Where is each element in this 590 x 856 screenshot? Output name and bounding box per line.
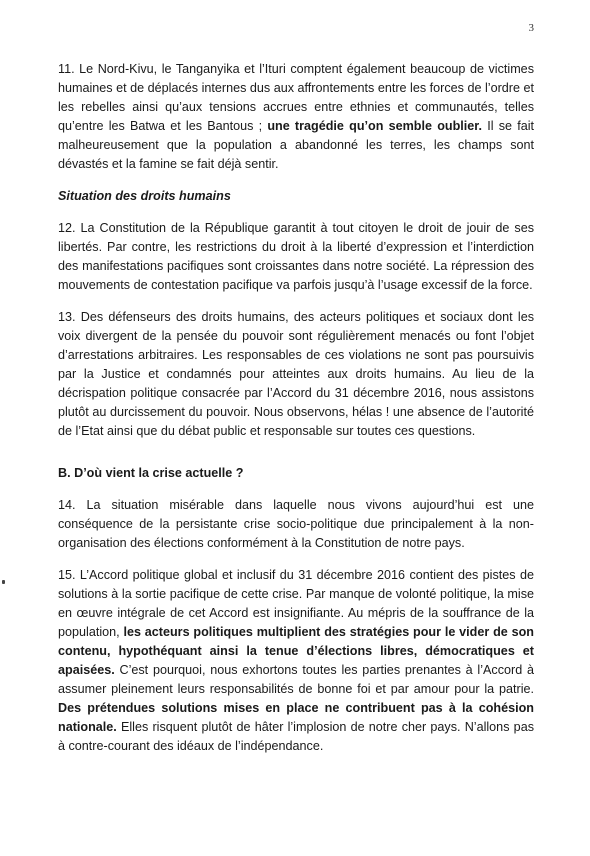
- heading-rights: Situation des droits humains: [58, 189, 231, 203]
- paragraph-15-text-b: C’est pourquoi, nous exhortons toutes les parties prenantes à l’Accord à assumer pleinement leurs responsabilités de bonne foi et par amour pour la patrie.: [58, 663, 534, 696]
- paragraph-13: 13. Des défenseurs des droits humains, des acteurs politiques et sociaux dont les voix divergent de la pensée du pouvoir sont régulièrement menacés ou font l’objet d’arrestations arbitraires. Les responsables de ces violations ne sont pas poursuivis par la Justice et condamnés pour atteintes aux droits humains. Au lieu de la décrispation politique consacrée par l’Accord du 31 décembre 2016, nous assistons plutôt au durcissement du pouvoir. Nous observons, hélas ! une absence de l’autorité de l’Etat ainsi que du débat public et responsable sur toutes ces questions.: [58, 310, 534, 438]
- paragraph-15-text-a: 15. L’Accord politique global et inclusif du 31 décembre 2016 contient des pistes de solutions à la sortie pacifique de cette crise. Par manque de volonté politique, la mise en œuvre intégrale de cet Accord est insignifiante. Au mépris de la souffrance de la population,: [58, 568, 534, 639]
- section-gap: [58, 454, 534, 464]
- paragraph-14: 14. La situation misérable dans laquelle nous vivons aujourd’hui est une conséquence de la persistante crise socio-politique due principalement à la non-organisation des élections conformément à la Constitution de notre pays.: [58, 498, 534, 550]
- page-number: 3: [528, 22, 534, 34]
- paragraph-12: 12. La Constitution de la République garantit à tout citoyen le droit de jouir de ses libertés. Par contre, les restrictions du droit à la liberté d’expression et l’interdiction des manifestations pacifiques sont croissantes dans notre société. La répression des mouvements de contestation pacifique va parfois jusqu’à l’usage excessif de la force.: [58, 221, 534, 292]
- paragraph-15: [58, 566, 534, 756]
- paragraph-15-bold-a: les acteurs politiques multiplient des stratégies pour le vider de son contenu, hypothéquant ainsi la tenue d’élections libres, démocratiques et apaisées.: [58, 625, 534, 677]
- heading-crisis: B. D’où vient la crise actuelle ?: [58, 466, 244, 480]
- paragraph-11-bold-a: une tragédie qu’on semble oublier.: [267, 119, 482, 133]
- paragraph-11: [58, 60, 534, 174]
- paragraph-15-bold-b: Des prétendues solutions mises en place ne contribuent pas à la cohésion nationale.: [58, 701, 534, 734]
- paragraph-11-text-b: Il se fait malheureusement que la population a abandonné les terres, les champs sont dévastés et la famine se fait déjà sentir.: [58, 119, 535, 171]
- scan-mark: [2, 580, 5, 584]
- paragraph-11-text-a: 11. Le Nord-Kivu, le Tanganyika et l’Ituri comptent également beaucoup de victimes humaines et de déplacés internes dus aux affrontements entre les forces de l’ordre et les rebelles ainsi qu’aux tensions accrues entre ethnies et communautés, telles qu’entre les Batwa et les Bantous ;: [58, 62, 534, 133]
- document-body: [58, 60, 534, 769]
- paragraph-15-text-c: Elles risquent plutôt de hâter l’implosion de notre cher pays. N’allons pas à contre-courant des idéaux de l’indépendance.: [58, 720, 534, 753]
